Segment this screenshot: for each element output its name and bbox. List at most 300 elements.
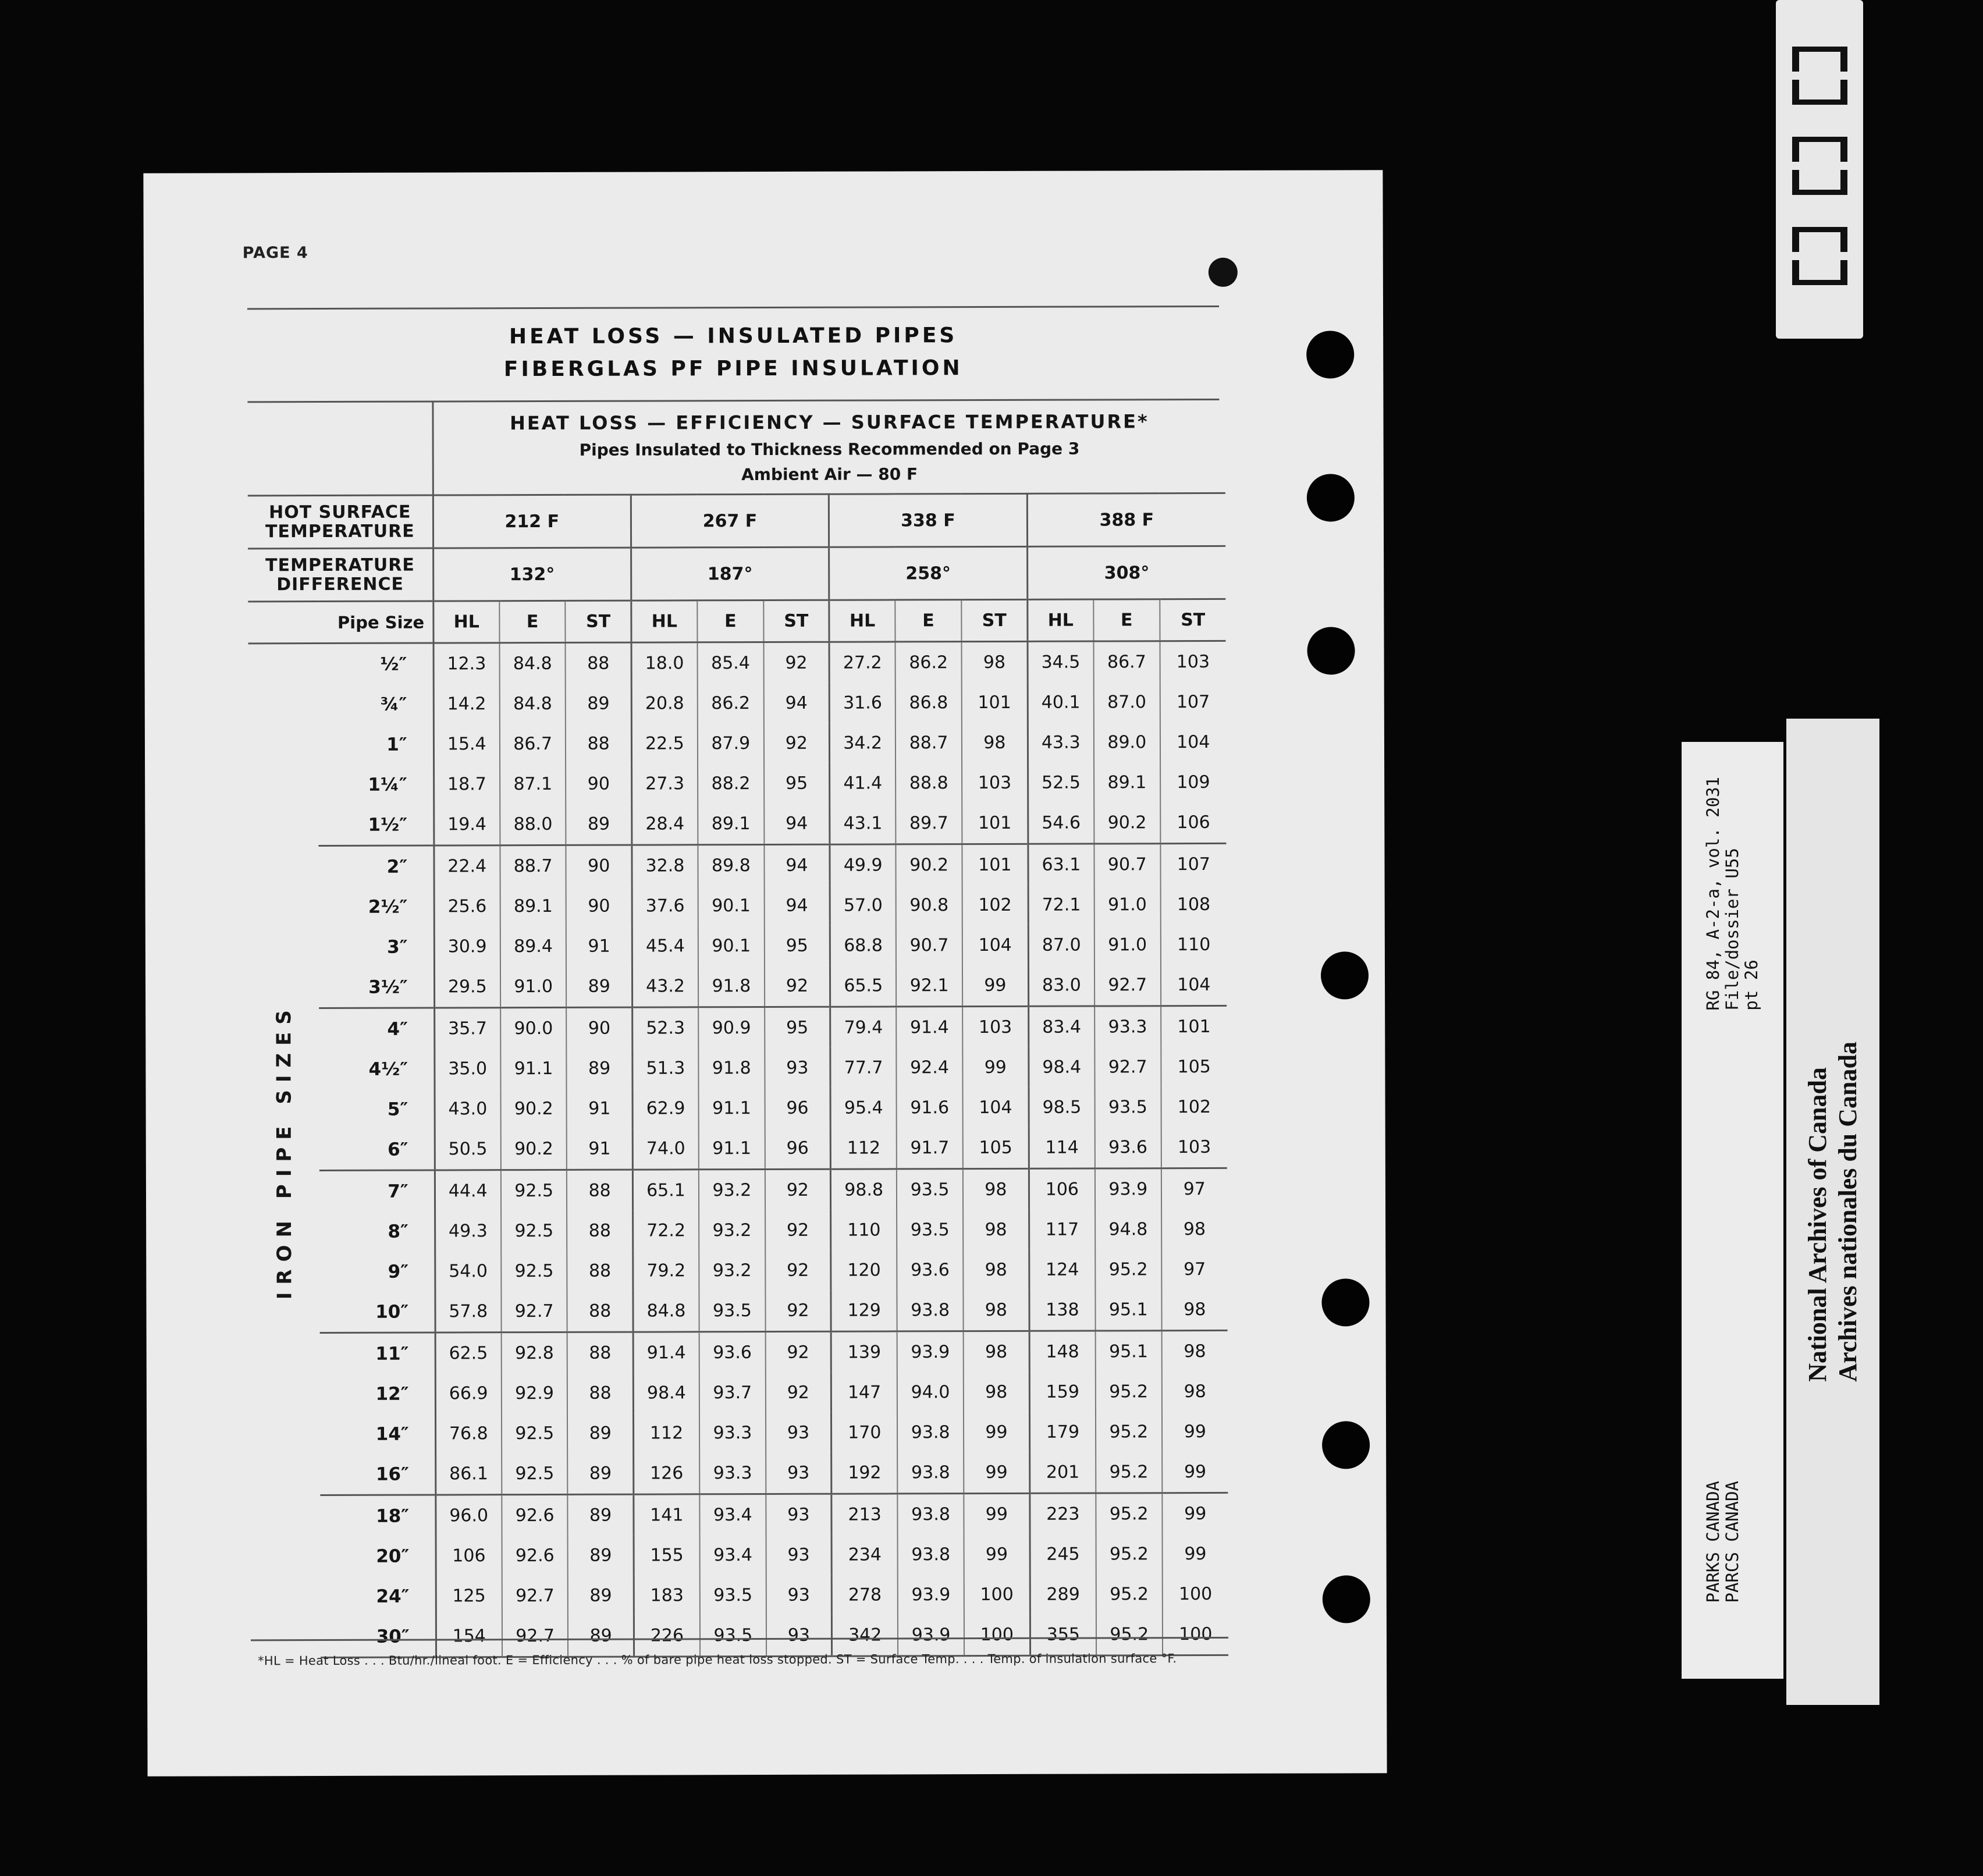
value-cell-hl: 18.7	[433, 764, 500, 804]
value-cell-st: 88	[567, 1373, 633, 1413]
value-cell-st: 89	[568, 1616, 634, 1657]
value-cell-e: 95.2	[1095, 1249, 1161, 1289]
value-cell-st: 99	[1162, 1493, 1228, 1534]
table-row	[248, 802, 1226, 846]
value-cell-e: 95.2	[1096, 1452, 1162, 1493]
value-cell-e: 89.1	[698, 804, 764, 845]
value-cell-st: 92	[765, 1250, 831, 1291]
value-cell-st: 94	[764, 886, 830, 926]
value-cell-hl: 96.0	[436, 1495, 502, 1536]
value-cell-st: 98	[963, 1250, 1029, 1290]
value-cell-e: 93.8	[897, 1452, 964, 1494]
value-cell-e: 90.7	[1094, 844, 1160, 885]
value-cell-e: 93.8	[897, 1412, 964, 1452]
value-cell-st: 99	[1162, 1412, 1228, 1452]
value-cell-e: 95.2	[1096, 1614, 1163, 1655]
pipe-size-header: Pipe Size	[318, 601, 433, 644]
document-page	[143, 170, 1387, 1776]
col-header-e: E	[697, 601, 763, 642]
value-cell-e: 93.3	[699, 1453, 766, 1494]
value-cell-hl: 183	[634, 1575, 700, 1615]
value-cell-st: 107	[1160, 843, 1227, 884]
value-cell-e: 91.7	[897, 1128, 963, 1169]
value-cell-hl: 245	[1030, 1534, 1096, 1575]
value-cell-st: 98	[1161, 1330, 1228, 1372]
value-cell-e: 90.8	[896, 885, 962, 925]
value-cell-st: 100	[964, 1575, 1030, 1615]
value-cell-e: 90.9	[698, 1007, 765, 1049]
value-cell-st: 92	[765, 1291, 831, 1332]
value-cell-hl: 25.6	[434, 886, 500, 926]
value-cell-hl: 117	[1029, 1210, 1095, 1250]
value-cell-e: 95.1	[1095, 1289, 1161, 1331]
value-cell-st: 94	[763, 683, 829, 723]
value-cell-hl: 124	[1029, 1250, 1096, 1290]
frame-number-card	[1776, 0, 1863, 339]
value-cell-st: 108	[1160, 884, 1227, 925]
value-cell-st: 90	[566, 886, 632, 926]
temp-diff-258: 258°	[829, 546, 1028, 600]
value-cell-hl: 179	[1029, 1412, 1096, 1452]
value-cell-hl: 83.0	[1028, 965, 1094, 1007]
value-cell-hl: 98.5	[1029, 1088, 1095, 1128]
value-cell-st: 96	[765, 1088, 830, 1128]
value-cell-e: 92.8	[501, 1332, 567, 1373]
value-cell-st: 102	[962, 885, 1029, 925]
value-cell-st: 96	[765, 1128, 830, 1170]
pipe-size-cell: 5″	[387, 1099, 408, 1120]
value-cell-st: 100	[964, 1615, 1030, 1656]
value-cell-hl: 342	[832, 1615, 898, 1656]
value-cell-hl: 77.7	[830, 1047, 897, 1088]
value-cell-st: 99	[964, 1534, 1030, 1575]
value-cell-st: 104	[1160, 722, 1226, 762]
table-row	[249, 925, 1227, 967]
col-header-st: ST	[566, 601, 631, 642]
value-cell-st: 101	[962, 844, 1028, 885]
value-cell-st: 94	[764, 844, 830, 886]
value-cell-st: 91	[566, 926, 632, 967]
value-cell-hl: 226	[634, 1615, 700, 1657]
value-cell-st: 98	[963, 1290, 1029, 1331]
value-cell-hl: 40.1	[1028, 683, 1094, 723]
value-cell-hl: 234	[831, 1534, 898, 1575]
value-cell-hl: 110	[831, 1210, 897, 1250]
table-row	[250, 1412, 1228, 1454]
value-cell-hl: 72.1	[1028, 885, 1094, 925]
value-cell-st: 98	[1161, 1209, 1228, 1249]
parks-canada-text: PARKS CANADA PARCS CANADA	[1703, 1481, 1742, 1603]
pipe-size-cell: 4″	[319, 1008, 434, 1049]
value-cell-e: 93.4	[699, 1494, 766, 1536]
value-cell-e: 92.5	[501, 1170, 567, 1211]
value-cell-e: 91.0	[500, 967, 567, 1008]
value-cell-hl: 66.9	[435, 1373, 502, 1413]
footnote: *HL = Heat Loss . . . Btu/hr./lineal foot. E = Efficiency . . . % of bare pipe heat loss stopped. ST = Surface Temp. . . . Temp. of insulation surface °F.	[258, 1651, 1177, 1668]
col-header-e: E	[1093, 599, 1160, 641]
col-header-hl: HL	[631, 601, 698, 642]
value-cell-e: 92.7	[1094, 965, 1161, 1006]
value-cell-st: 99	[964, 1452, 1030, 1494]
value-cell-e: 92.7	[502, 1616, 568, 1657]
value-cell-st: 99	[964, 1493, 1030, 1534]
value-cell-e: 88.7	[500, 845, 566, 886]
value-cell-hl: 43.1	[830, 803, 896, 844]
value-cell-e: 89.1	[500, 886, 566, 926]
value-cell-st: 90	[566, 764, 632, 804]
value-cell-e: 95.2	[1096, 1412, 1162, 1452]
title-line-2: FIBERGLAS PF PIPE INSULATION	[503, 356, 963, 382]
pipe-size-cell: ½″	[380, 653, 407, 675]
value-cell-st: 89	[566, 967, 632, 1008]
value-cell-hl: 29.5	[434, 967, 500, 1008]
value-cell-e: 90.7	[896, 925, 962, 965]
value-cell-hl: 98.4	[633, 1373, 699, 1413]
value-cell-st: 104	[962, 1088, 1029, 1128]
value-cell-hl: 44.4	[435, 1170, 501, 1211]
value-cell-st: 88	[567, 1170, 632, 1211]
value-cell-hl: 54.6	[1028, 803, 1094, 844]
temp-diff-187: 187°	[631, 547, 829, 601]
value-cell-st: 92	[765, 1331, 831, 1373]
binder-hole	[1322, 1421, 1370, 1469]
value-cell-st: 110	[1160, 925, 1227, 965]
temp-diff-308: 308°	[1027, 546, 1225, 599]
value-cell-st: 103	[1160, 641, 1226, 682]
value-cell-e: 93.5	[897, 1169, 963, 1210]
value-cell-e: 94.8	[1095, 1209, 1161, 1249]
value-cell-st: 91	[567, 1089, 632, 1129]
value-cell-e: 93.2	[699, 1170, 765, 1211]
value-cell-hl: 76.8	[435, 1413, 502, 1454]
value-cell-hl: 49.9	[830, 844, 896, 886]
pipe-size-cell: 11″	[320, 1333, 435, 1374]
pipe-size-cell: 8″	[388, 1221, 408, 1242]
value-cell-e: 85.4	[698, 642, 764, 684]
value-cell-st: 104	[962, 925, 1029, 965]
value-cell-st: 100	[1162, 1614, 1228, 1655]
value-cell-e: 88.8	[895, 763, 962, 803]
value-cell-e: 93.5	[699, 1291, 765, 1332]
table-row	[250, 1087, 1227, 1129]
ink-spot	[1209, 258, 1238, 287]
value-cell-st: 98	[1161, 1289, 1228, 1331]
value-cell-e: 90.1	[698, 886, 765, 926]
value-cell-hl: 112	[830, 1128, 897, 1169]
table-row	[248, 682, 1226, 724]
value-cell-hl: 30.9	[434, 926, 500, 967]
table-row	[250, 1289, 1227, 1333]
binder-hole	[1307, 627, 1355, 674]
table-row	[248, 843, 1226, 887]
value-cell-e: 93.5	[700, 1615, 766, 1657]
value-cell-e: 88.2	[698, 763, 764, 804]
value-cell-e: 84.8	[499, 642, 566, 684]
value-cell-e: 92.1	[896, 965, 962, 1007]
value-cell-e: 91.1	[699, 1128, 765, 1170]
national-archives-label	[1786, 719, 1879, 1705]
value-cell-st: 92	[766, 1373, 831, 1413]
value-cell-hl: 43.2	[632, 966, 698, 1007]
table-row	[250, 1493, 1228, 1536]
value-cell-st: 88	[567, 1251, 633, 1291]
value-cell-st: 89	[566, 684, 631, 724]
value-cell-hl: 129	[831, 1290, 897, 1331]
value-cell-e: 88.0	[500, 804, 566, 845]
value-cell-hl: 20.8	[631, 683, 698, 723]
hot-surface-label: HOT SURFACE TEMPERATURE	[248, 495, 433, 549]
value-cell-e: 90.1	[698, 926, 765, 966]
value-cell-st: 99	[964, 1412, 1030, 1452]
value-cell-hl: 86.1	[435, 1454, 502, 1495]
value-cell-hl: 57.8	[435, 1291, 502, 1333]
frame-glyph	[1792, 227, 1847, 285]
pipe-size-cell: 10″	[375, 1301, 409, 1323]
value-cell-e: 91.8	[698, 1048, 765, 1088]
value-cell-e: 90.2	[501, 1129, 567, 1170]
col-header-st: ST	[763, 600, 829, 642]
value-cell-e: 92.4	[897, 1047, 963, 1088]
pipe-size-cell: 18″	[320, 1495, 435, 1536]
temp-diff-label: TEMPERATURE DIFFERENCE	[248, 548, 433, 602]
value-cell-st: 89	[566, 804, 632, 845]
value-cell-st: 91	[567, 1129, 632, 1170]
national-archives-text: National Archives of Canada Archives nationales du Canada	[1803, 1042, 1862, 1382]
value-cell-hl: 51.3	[632, 1048, 699, 1088]
archive-reference-label	[1682, 742, 1783, 1679]
value-cell-st: 98	[962, 723, 1028, 763]
value-cell-st: 89	[567, 1413, 633, 1454]
value-cell-hl: 125	[436, 1576, 502, 1616]
value-cell-e: 93.2	[699, 1250, 765, 1291]
value-cell-st: 98	[961, 641, 1028, 683]
value-cell-e: 92.7	[502, 1576, 568, 1616]
value-cell-e: 92.5	[502, 1413, 568, 1454]
value-cell-st: 89	[568, 1576, 634, 1616]
pipe-size-cell: 24″	[376, 1586, 410, 1607]
value-cell-hl: 62.9	[632, 1088, 699, 1128]
value-cell-st: 105	[963, 1128, 1029, 1169]
value-cell-st: 88	[566, 642, 631, 684]
value-cell-hl: 63.1	[1028, 844, 1094, 885]
value-cell-st: 93	[766, 1535, 831, 1575]
col-header-st: ST	[961, 599, 1028, 641]
pipe-size-cell: ¾″	[380, 694, 407, 715]
value-cell-e: 86.2	[698, 683, 764, 723]
value-cell-e: 95.2	[1096, 1574, 1163, 1614]
value-cell-e: 91.1	[500, 1049, 567, 1089]
value-cell-e: 92.9	[502, 1373, 568, 1413]
table-row	[248, 722, 1226, 765]
pipe-size-cell: 4½″	[368, 1058, 408, 1080]
value-cell-hl: 15.4	[433, 724, 500, 764]
value-cell-hl: 68.8	[830, 925, 896, 965]
value-cell-e: 90.2	[500, 1089, 567, 1129]
value-cell-e: 92.6	[502, 1494, 568, 1536]
iron-pipe-sizes-text: IRON PIPE SIZES	[272, 1002, 297, 1300]
value-cell-st: 99	[1162, 1452, 1228, 1493]
pipe-size-cell: 12″	[375, 1383, 409, 1405]
pipe-size-cell: 14″	[375, 1423, 409, 1445]
pipe-size-cell: 30″	[321, 1616, 436, 1657]
col-header-st: ST	[1160, 599, 1226, 641]
value-cell-hl: 27.3	[631, 763, 698, 804]
value-cell-e: 93.6	[699, 1332, 766, 1373]
value-cell-e: 89.8	[698, 845, 764, 886]
value-cell-hl: 213	[831, 1494, 898, 1535]
value-cell-e: 87.1	[500, 764, 566, 804]
value-cell-hl: 14.2	[433, 684, 500, 724]
value-cell-hl: 45.4	[632, 926, 698, 966]
binder-hole	[1323, 1575, 1370, 1623]
value-cell-e: 93.9	[898, 1575, 964, 1615]
value-cell-e: 86.2	[895, 642, 962, 683]
value-cell-hl: 27.2	[829, 642, 895, 683]
table-row	[249, 884, 1227, 927]
value-cell-hl: 72.2	[632, 1210, 699, 1250]
value-cell-hl: 192	[831, 1452, 898, 1494]
value-cell-hl: 35.0	[435, 1049, 501, 1089]
value-cell-st: 93	[765, 1048, 830, 1088]
value-cell-e: 95.2	[1096, 1493, 1162, 1534]
value-cell-e: 90.2	[1094, 802, 1160, 844]
pipe-size-cell: 6″	[388, 1139, 408, 1160]
value-cell-hl: 98.8	[831, 1169, 897, 1210]
col-header-hl: HL	[1028, 599, 1094, 641]
value-cell-hl: 126	[634, 1453, 700, 1494]
value-cell-e: 93.5	[1094, 1087, 1161, 1127]
value-cell-e: 93.8	[898, 1534, 964, 1575]
value-cell-st: 98	[1161, 1372, 1228, 1412]
value-cell-hl: 50.5	[435, 1129, 501, 1170]
value-cell-e: 93.3	[699, 1413, 766, 1453]
pipe-size-cell: 1″	[386, 734, 407, 755]
value-cell-hl: 106	[1029, 1168, 1095, 1210]
value-cell-e: 86.7	[500, 724, 566, 764]
pipe-size-cell: 20″	[376, 1545, 410, 1567]
value-cell-hl: 83.4	[1028, 1006, 1094, 1047]
value-cell-st: 93	[766, 1615, 832, 1657]
value-cell-st: 92	[765, 1210, 831, 1250]
binder-hole	[1321, 1278, 1369, 1326]
value-cell-e: 90.0	[500, 1007, 567, 1049]
value-cell-e: 93.6	[897, 1250, 964, 1290]
pipe-size-cell: 3″	[387, 936, 408, 958]
value-cell-e: 93.8	[897, 1290, 964, 1331]
value-cell-e: 89.4	[500, 926, 567, 967]
value-cell-hl: 35.7	[434, 1008, 500, 1049]
value-cell-st: 99	[962, 965, 1029, 1007]
value-cell-hl: 120	[831, 1250, 897, 1290]
value-cell-e: 92.5	[501, 1211, 567, 1251]
value-cell-st: 105	[1161, 1047, 1227, 1087]
value-cell-e: 91.0	[1094, 884, 1161, 925]
value-cell-st: 109	[1160, 762, 1227, 802]
value-cell-st: 103	[962, 1006, 1029, 1047]
value-cell-st: 103	[962, 763, 1028, 803]
value-cell-st: 97	[1161, 1249, 1228, 1289]
value-cell-hl: 22.5	[631, 723, 698, 763]
value-cell-e: 84.8	[500, 684, 566, 724]
value-cell-st: 93	[766, 1575, 831, 1615]
value-cell-hl: 19.4	[433, 804, 500, 845]
value-cell-st: 101	[962, 683, 1028, 723]
value-cell-st: 92	[764, 723, 830, 763]
binder-hole	[1321, 951, 1369, 999]
value-cell-st: 89	[568, 1454, 634, 1495]
value-cell-st: 92	[765, 1169, 831, 1210]
value-cell-e: 89.7	[896, 803, 962, 844]
value-cell-st: 89	[568, 1494, 634, 1536]
header-sub-2: Ambient Air — 80 F	[741, 464, 918, 485]
value-cell-hl: 37.6	[632, 886, 698, 926]
value-cell-hl: 114	[1029, 1128, 1095, 1169]
value-cell-hl: 112	[633, 1413, 699, 1453]
value-cell-hl: 41.4	[830, 763, 896, 803]
value-cell-st: 92	[765, 966, 830, 1007]
value-cell-hl: 170	[831, 1412, 898, 1452]
value-cell-hl: 65.5	[830, 965, 897, 1007]
pipe-size-cell: 2″	[318, 845, 433, 887]
pipe-size-cell: 2½″	[368, 896, 408, 918]
value-cell-e: 86.7	[1093, 641, 1160, 683]
pipe-size-cell: 1½″	[368, 814, 408, 836]
value-cell-hl: 98.4	[1029, 1047, 1095, 1088]
table-row	[251, 1574, 1228, 1616]
table-row	[248, 641, 1226, 684]
value-cell-hl: 74.0	[632, 1128, 699, 1170]
value-cell-e: 90.2	[896, 844, 962, 886]
value-cell-e: 95.1	[1096, 1331, 1162, 1372]
frame-glyph	[1792, 47, 1847, 105]
value-cell-e: 93.9	[898, 1615, 964, 1656]
value-cell-hl: 139	[831, 1331, 897, 1373]
value-cell-hl: 22.4	[434, 845, 500, 887]
pipe-size-cell: 1¼″	[368, 774, 407, 795]
table-row	[250, 1168, 1227, 1211]
value-cell-st: 89	[568, 1536, 634, 1576]
value-cell-hl: 155	[634, 1535, 700, 1575]
value-cell-hl: 201	[1029, 1452, 1096, 1494]
value-cell-hl: 79.2	[633, 1250, 699, 1291]
value-cell-st: 99	[1162, 1534, 1228, 1574]
table-row	[250, 1330, 1228, 1374]
value-cell-e: 87.0	[1094, 682, 1160, 722]
value-cell-st: 93	[766, 1494, 831, 1535]
value-cell-st: 104	[1161, 965, 1227, 1006]
archive-reference-text: RG 84, A-2-a, vol. 2031 File/dossier U55 pt 26	[1703, 777, 1761, 1011]
binder-hole	[1306, 331, 1354, 378]
value-cell-st: 94	[764, 804, 830, 845]
value-cell-e: 93.6	[1095, 1127, 1161, 1168]
value-cell-e: 88.7	[895, 723, 962, 763]
value-cell-hl: 62.5	[435, 1333, 502, 1374]
value-cell-st: 95	[764, 926, 830, 966]
hot-surface-267: 267 F	[631, 494, 829, 548]
value-cell-hl: 52.3	[632, 1007, 699, 1049]
value-cell-hl: 57.0	[830, 885, 896, 925]
table-row	[248, 762, 1226, 805]
table-row	[249, 1005, 1227, 1049]
value-cell-hl: 12.3	[433, 643, 500, 684]
value-cell-st: 93	[766, 1413, 831, 1453]
value-cell-hl: 43.0	[435, 1089, 501, 1129]
temp-diff-132: 132°	[433, 548, 631, 601]
pipe-size-cell: 9″	[388, 1261, 409, 1282]
value-cell-e: 92.5	[501, 1251, 567, 1291]
value-cell-e: 92.7	[501, 1291, 567, 1333]
value-cell-e: 95.2	[1096, 1534, 1162, 1574]
